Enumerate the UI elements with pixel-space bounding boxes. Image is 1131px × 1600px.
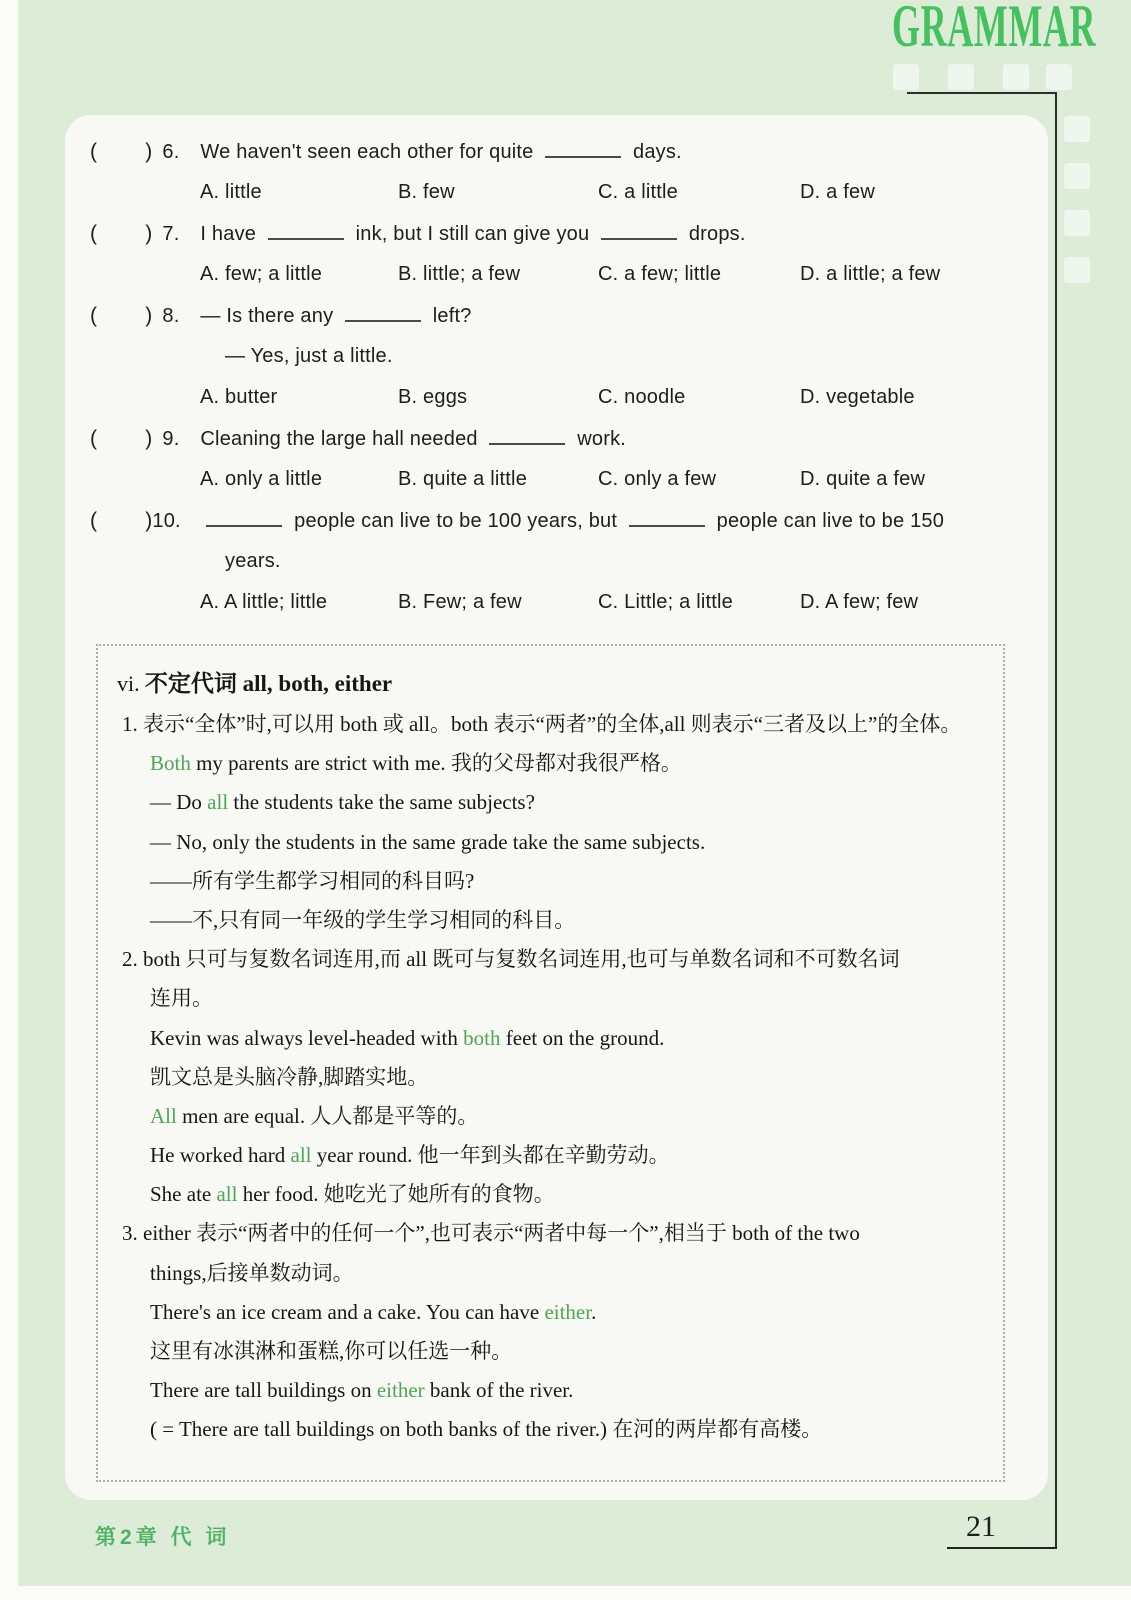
box-example-line [98, 1019, 1003, 1058]
box-line-green-word: All [150, 1103, 177, 1128]
box-line-text: 1. 表示“全体”时,可以用 both 或 all。both 表示“两者”的全体,all 则表示“三者及以上”的全体。 [122, 712, 962, 736]
box-line-green-word: both [463, 1025, 501, 1050]
question-option: D. quite a few [800, 468, 926, 490]
watermark-block [1046, 64, 1072, 90]
box-line-text: ——不,只有同一年级的学生学习相同的科目。 [150, 907, 576, 932]
grammar-logo: GRAMMAR [892, 0, 1097, 59]
box-line-text: He worked hard [150, 1143, 291, 1168]
stem-text: — Is there any [200, 305, 340, 327]
question-stem-continuation: — Yes, just a little. [225, 345, 393, 367]
box-example-line [98, 1293, 1003, 1332]
answer-bracket-close: ) [145, 222, 153, 245]
box-line-text: things,后接单数动词。 [150, 1260, 354, 1285]
stem-text: left? [427, 305, 472, 327]
question-option: A. few; a little [200, 263, 323, 285]
question-stem [200, 428, 626, 450]
box-example-line [98, 862, 1003, 901]
box-line-text: 3. either 表示“两者中的任何一个”,也可表示“两者中每一个”,相当于 both of the two [122, 1221, 860, 1246]
question-option: D. a few [800, 181, 875, 203]
stem-text: I have [200, 223, 262, 245]
box-line-text: 2. both 只可与复数名词连用,而 all 既可与复数名词连用,也可与单数名词和不可数名词 [122, 947, 900, 972]
watermark-block [1003, 64, 1029, 90]
box-line-text: Kevin was always level-headed with [150, 1025, 464, 1050]
heading-title: 不定代词 all, both, either [144, 671, 393, 696]
question-option: B. little; a few [398, 263, 521, 285]
question-stem-row [65, 213, 1048, 254]
question-option: A. A little; little [200, 591, 328, 613]
box-line-text: — Do [150, 790, 208, 815]
question-number: 10. [152, 510, 181, 532]
box-line-green-word: all [290, 1143, 312, 1168]
answer-bracket-open: ( [90, 509, 98, 532]
question-stem [200, 305, 471, 327]
box-example-line [98, 1410, 1003, 1449]
question-stem [200, 223, 745, 245]
watermark-block [1064, 163, 1090, 189]
question-number: 8. [162, 305, 180, 327]
question-option: B. few [398, 181, 455, 203]
answer-bracket-close: ) [145, 427, 153, 450]
question-stem-row [65, 131, 1048, 172]
box-line-text: ——所有学生都学习相同的科目吗? [150, 868, 475, 893]
stem-text: people can live to be 100 years, but [288, 510, 623, 532]
box-line-text: There's an ice cream and a cake. You can have [150, 1299, 545, 1324]
watermark-block [948, 64, 974, 90]
question-number: 7. [162, 223, 180, 245]
grammar-box-heading [98, 663, 1003, 705]
question-stem-line2 [65, 336, 1048, 377]
question-option: B. Few; a few [398, 591, 522, 613]
box-example-line [98, 1175, 1003, 1214]
box-line-green-word: all [216, 1182, 238, 1207]
question-stem-line2 [65, 541, 1048, 582]
question-options-row [65, 582, 1048, 623]
question-options-row [65, 459, 1048, 500]
box-example-line [98, 823, 1003, 862]
question-stem [200, 510, 944, 532]
question-option: C. a little [598, 181, 679, 203]
question-option: D. A few; few [800, 591, 919, 613]
question-option: C. Little; a little [598, 591, 733, 613]
box-example-line [98, 1058, 1003, 1097]
question-option: A. little [200, 181, 262, 203]
stem-text: people can live to be 150 [710, 510, 945, 532]
answer-bracket-close: ) [145, 140, 153, 163]
stem-blank [545, 151, 621, 158]
watermark-block [1064, 210, 1090, 236]
stem-blank [268, 233, 344, 240]
question-option: C. only a few [598, 468, 717, 490]
question-option: C. noodle [598, 386, 686, 408]
box-line-text: my parents are strict with me. 我的父母都对我很严格。 [190, 751, 682, 776]
question-options-row [65, 254, 1048, 295]
question-option: A. only a little [200, 468, 323, 490]
scan-edge-bottom [0, 1586, 1131, 1600]
answer-bracket-open: ( [90, 140, 98, 163]
page-number-underline [947, 1547, 1057, 1549]
box-line-green-word: either [376, 1378, 425, 1403]
stem-blank [489, 438, 565, 445]
box-line-text: feet on the ground. [500, 1025, 665, 1050]
grammar-box [96, 644, 1005, 1482]
box-example-line [98, 783, 1003, 822]
stem-text: days. [627, 141, 682, 163]
box-line-green-word: Both [150, 751, 191, 776]
stem-text: work. [571, 428, 627, 450]
answer-bracket-open: ( [90, 222, 98, 245]
box-example-line [98, 979, 1003, 1018]
box-line-text: men are equal. 人人都是平等的。 [176, 1103, 479, 1128]
grammar-box-body [98, 705, 1003, 1450]
question-options-row [65, 377, 1048, 418]
answer-bracket-close: ) [145, 304, 153, 327]
watermark-block [1064, 257, 1090, 283]
box-example-line [98, 901, 1003, 940]
box-example-line [98, 1332, 1003, 1371]
box-line-text: She ate [150, 1182, 217, 1207]
watermark-block [1064, 116, 1090, 142]
box-line-text: ( = There are tall buildings on both banks of the river.) 在河的两岸都有高楼。 [150, 1417, 823, 1442]
question-stem-row [65, 500, 1048, 541]
stem-blank [345, 315, 421, 322]
box-line-green-word: all [207, 790, 229, 815]
question-stem-continuation: years. [225, 550, 281, 572]
stem-text: ink, but I still can give you [349, 223, 596, 245]
box-example-line [98, 1371, 1003, 1410]
questions-section [65, 131, 1048, 623]
footer-chapter-label: 第2章 代 词 [95, 1526, 231, 1549]
scan-edge-left [0, 0, 18, 1600]
box-example-line [98, 1136, 1003, 1175]
question-option: D. vegetable [800, 386, 915, 408]
box-line-green-word: either [544, 1299, 592, 1324]
question-option: D. a little; a few [800, 263, 941, 285]
box-line-text: . [591, 1299, 597, 1324]
question-stem-row [65, 418, 1048, 459]
question-stem-row [65, 295, 1048, 336]
box-line-text: 凯文总是头脑冷静,脚踏实地。 [150, 1064, 429, 1089]
watermark-block [893, 64, 919, 90]
stem-text: Cleaning the large hall needed [200, 428, 484, 450]
box-line-text: bank of the river. [424, 1378, 574, 1403]
box-example-line [98, 1097, 1003, 1136]
stem-blank [206, 520, 282, 527]
box-line-text: her food. 她吃光了她所有的食物。 [237, 1182, 555, 1207]
box-line-text: year round. 他一年到头都在辛勤劳动。 [311, 1143, 670, 1168]
question-options-row [65, 172, 1048, 213]
question-number: 6. [162, 141, 180, 163]
box-example-line [98, 1254, 1003, 1293]
answer-bracket-close: ) [145, 509, 153, 532]
heading-prefix: vi. [117, 671, 140, 696]
question-option: B. eggs [398, 386, 468, 408]
stem-blank [629, 520, 705, 527]
stem-text: drops. [683, 223, 746, 245]
answer-bracket-open: ( [90, 427, 98, 450]
question-option: C. a few; little [598, 263, 722, 285]
question-stem [200, 141, 681, 163]
question-option: A. butter [200, 386, 278, 408]
box-numbered-line [98, 940, 1003, 979]
box-line-text: the students take the same subjects? [228, 790, 535, 815]
box-line-text: 连用。 [150, 986, 213, 1011]
frame-line-top [907, 92, 1057, 94]
question-number: 9. [162, 428, 180, 450]
frame-line-right [1055, 92, 1057, 1549]
box-numbered-line [98, 1214, 1003, 1253]
stem-blank [601, 233, 677, 240]
box-line-text: — No, only the students in the same grade take the same subjects. [150, 829, 706, 854]
answer-bracket-open: ( [90, 304, 98, 327]
stem-text: We haven't seen each other for quite [200, 141, 540, 163]
box-line-text: There are tall buildings on [150, 1378, 377, 1403]
page-number: 21 [966, 1510, 996, 1543]
box-example-line [98, 744, 1003, 783]
question-option: B. quite a little [398, 468, 528, 490]
box-line-text: 这里有冰淇淋和蛋糕,你可以任选一种。 [150, 1339, 513, 1363]
box-numbered-line [98, 705, 1003, 744]
